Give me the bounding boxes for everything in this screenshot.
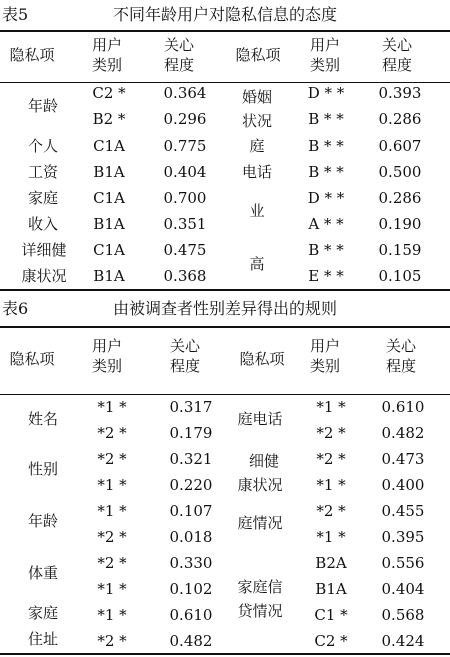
table6-value-r9: 0.568 — [381, 606, 425, 624]
table6-item-health1: 细健 — [248, 452, 279, 470]
table6-item-home-phone: 庭电话 — [237, 410, 283, 428]
table6-caption-id: 表6 — [2, 299, 29, 318]
table6-user-r10: C2 * — [314, 632, 348, 650]
table6-value-l5: 0.107 — [169, 502, 213, 520]
table5-value-l5: 0.700 — [163, 189, 207, 207]
table5-item-ye: 业 — [249, 202, 265, 220]
table5-value-r8: 0.105 — [378, 267, 422, 285]
table6-user-l4: *1 * — [97, 476, 127, 494]
table5-header-user-right-text: 用户 类别 — [309, 36, 340, 74]
table6-header-rule — [0, 394, 450, 395]
table6-user-l5: *1 * — [97, 502, 127, 520]
table5-value-r4: 0.500 — [378, 163, 422, 181]
table6-value-l4: 0.220 — [169, 476, 213, 494]
table5-value-r1: 0.393 — [378, 84, 422, 102]
table5-header-rule — [0, 82, 450, 83]
table5-value-r5: 0.286 — [378, 189, 422, 207]
table6-user-l1: *1 * — [97, 398, 127, 416]
table5-item-family: 家庭 — [27, 189, 58, 207]
table6-user-r2: *2 * — [316, 424, 346, 442]
table6-user-r9: C1 * — [314, 606, 348, 624]
table6-header-care-left — [160, 336, 210, 376]
table6-user-r3: *2 * — [316, 450, 346, 468]
table6-item-weight: 体重 — [27, 564, 58, 582]
table5-user-l3: C1A — [93, 137, 125, 155]
table6-value-r5: 0.455 — [381, 502, 425, 520]
table5-header-item-left: 隐私项 — [9, 46, 55, 64]
table6-value-l1: 0.317 — [169, 398, 213, 416]
table6-user-r7: B2A — [315, 554, 347, 572]
table6-caption — [0, 296, 450, 322]
table5-bottom-rule — [0, 289, 450, 291]
table5-user-l1: C2 * — [92, 84, 126, 102]
table6-user-r4: *1 * — [316, 476, 346, 494]
table5-item-ting: 庭 — [249, 137, 265, 155]
table5-user-r6: A * * — [308, 215, 344, 233]
table6-top-rule — [0, 326, 450, 328]
table6-value-r6: 0.395 — [381, 528, 425, 546]
table5-user-r7: B * * — [308, 241, 344, 259]
table5-caption-id: 表5 — [2, 5, 29, 24]
table6-value-l10: 0.482 — [169, 632, 213, 650]
table6-user-r6: *1 * — [316, 528, 346, 546]
table5-user-r4: B * * — [308, 163, 344, 181]
table6-user-l2: *2 * — [97, 424, 127, 442]
table6-value-l6: 0.018 — [169, 528, 213, 546]
table5-top-rule — [0, 30, 450, 32]
table5-item-income: 收入 — [27, 215, 58, 233]
table6-value-l9: 0.610 — [169, 606, 213, 624]
table5-item-age: 年龄 — [27, 97, 58, 115]
table5-item-personal: 个人 — [27, 137, 58, 155]
table6-user-l10: *2 * — [97, 632, 127, 650]
table6-user-l7: *2 * — [97, 554, 127, 572]
table5-item-health1: 详细健 — [21, 241, 67, 259]
table6-item-name: 姓名 — [27, 410, 58, 428]
table5-user-l2: B2 * — [92, 110, 126, 128]
table5-header-care-right — [372, 35, 422, 75]
table6-value-l7: 0.330 — [169, 554, 213, 572]
table6-user-r5: *2 * — [316, 502, 346, 520]
table5-value-r3: 0.607 — [378, 137, 422, 155]
table5-value-r7: 0.159 — [378, 241, 422, 259]
table6-header-user-right — [300, 336, 350, 376]
table6-user-r1: *1 * — [316, 398, 346, 416]
table5-caption-title: 不同年龄用户对隐私信息的态度 — [112, 5, 337, 24]
table6-value-r1: 0.610 — [381, 398, 425, 416]
table6-value-l2: 0.179 — [169, 424, 213, 442]
table5-user-l6: B1A — [93, 215, 125, 233]
table5-header-user-right — [300, 35, 350, 75]
table5-caption — [0, 2, 450, 28]
table5-user-l8: B1A — [93, 267, 125, 285]
table5-value-l6: 0.351 — [163, 215, 207, 233]
table5-value-r6: 0.190 — [378, 215, 422, 233]
table5-item-phone: 电话 — [241, 163, 272, 181]
table5-user-l7: C1A — [93, 241, 125, 259]
table6-header-care-right-text: 关心 程度 — [385, 337, 416, 375]
table5-user-r8: E * * — [308, 267, 344, 285]
table6-caption-title: 由被调查者性别差异得出的规则 — [112, 299, 337, 318]
table6-header-user-left — [82, 336, 132, 376]
table6-item-credit2: 贷情况 — [237, 602, 283, 620]
table6-header-item-right: 隐私项 — [239, 350, 285, 368]
table6-header-care-left-text: 关心 程度 — [169, 337, 200, 375]
table6-value-r7: 0.556 — [381, 554, 425, 572]
table6-item-credit1: 家庭信 — [237, 578, 283, 596]
table5-value-l8: 0.368 — [163, 267, 207, 285]
table5-user-r1: D * * — [307, 84, 345, 102]
table6-value-r3: 0.473 — [381, 450, 425, 468]
table6-header-user-left-text: 用户 类别 — [91, 337, 122, 375]
table5-header-care-left — [154, 35, 204, 75]
table6-value-r2: 0.482 — [381, 424, 425, 442]
table6-user-l8: *1 * — [97, 580, 127, 598]
table6-user-l9: *1 * — [97, 606, 127, 624]
table5-header-item-right: 隐私项 — [235, 46, 281, 64]
table5-user-r5: D * * — [307, 189, 345, 207]
table6-bottom-rule — [0, 653, 450, 655]
table5-user-r3: B * * — [308, 137, 344, 155]
table5-value-l7: 0.475 — [163, 241, 207, 259]
table5-item-status: 状况 — [241, 112, 272, 130]
table5-header-user-left — [82, 35, 132, 75]
table5-item-health2: 康状况 — [21, 267, 67, 285]
table5-item-marriage: 婚姻 — [241, 88, 272, 106]
table6-value-r4: 0.400 — [381, 476, 425, 494]
table6-item-home: 家庭 — [27, 604, 58, 622]
table6-header-user-right-text: 用户 类别 — [309, 337, 340, 375]
table6-item-health2: 康状况 — [237, 476, 283, 494]
table5-value-r2: 0.286 — [378, 110, 422, 128]
table6-header-item-left: 隐私项 — [9, 350, 55, 368]
table6-item-situation: 庭情况 — [237, 514, 283, 532]
table6-value-l3: 0.321 — [169, 450, 213, 468]
table5-item-salary: 工资 — [27, 163, 58, 181]
table6-header-care-right — [376, 336, 426, 376]
table5-user-r2: B * * — [308, 110, 344, 128]
table5-header-care-left-text: 关心 程度 — [163, 36, 194, 74]
table6-value-l8: 0.102 — [169, 580, 213, 598]
table6-value-r8: 0.404 — [381, 580, 425, 598]
table6-user-l6: *2 * — [97, 528, 127, 546]
table6-user-r8: B1A — [315, 580, 347, 598]
table6-value-r10: 0.424 — [381, 632, 425, 650]
table6-item-address: 住址 — [27, 630, 58, 648]
table5-item-gao: 高 — [249, 255, 265, 273]
table6-item-gender: 性别 — [27, 460, 58, 478]
table5-value-l4: 0.404 — [163, 163, 207, 181]
table5-user-l5: C1A — [93, 189, 125, 207]
table5-user-l4: B1A — [93, 163, 125, 181]
table5-value-l1: 0.364 — [163, 84, 207, 102]
table5-header-user-left-text: 用户 类别 — [91, 36, 122, 74]
table5-value-l2: 0.296 — [163, 110, 207, 128]
table5-header-care-right-text: 关心 程度 — [381, 36, 412, 74]
table6-item-age: 年龄 — [27, 512, 58, 530]
table6-user-l3: *2 * — [97, 450, 127, 468]
table5-value-l3: 0.775 — [163, 137, 207, 155]
